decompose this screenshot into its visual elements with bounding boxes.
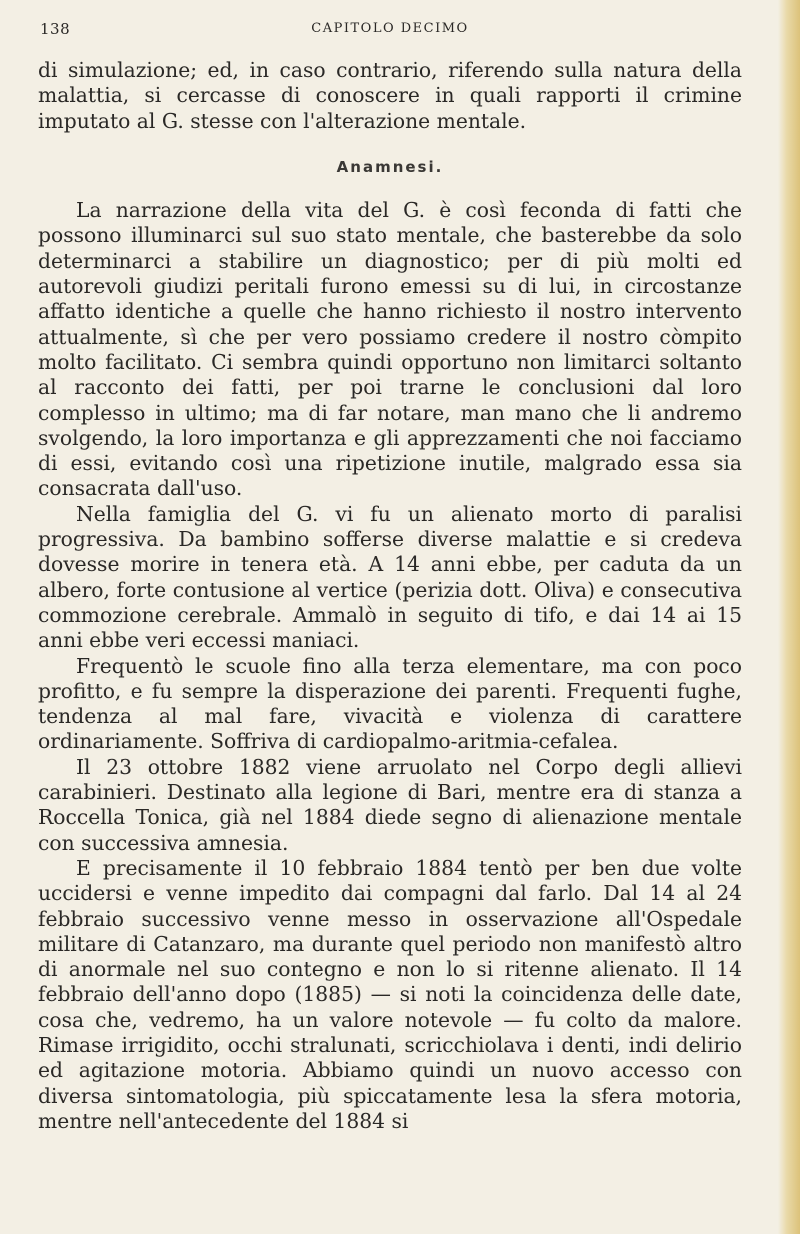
section-title: Anamnesi. (336, 157, 444, 176)
page-edge-shadow (778, 0, 800, 1234)
paragraph: La narrazione della vita del G. è così feconda di fatti che possono illuminarci sul suo stato mentale, che basterebbe da solo determinarci a stabilire un diagnostico; per di più molti ed autorevoli giudizi peritali furono emessi su di lui, in circostanze affatto identiche a quelle che hanno richiesto il nostro intervento attualmente, sì che per vero possiamo credere il nostro còmpito molto facilitato. Ci sembra quindi opportuno non limitarci soltanto al racconto dei fatti, per poi trarne le conclusioni dal loro complesso in ultimo; ma di far notare, man mano che li andremo svolgendo, la loro importanza e gli apprezzamenti che noi facciamo di essi, evitando così una ripetizione inutile, malgrado essa sia consacrata dall'uso. (38, 198, 742, 501)
body-text (38, 58, 742, 1134)
paragraph: Frequentò le scuole fino alla terza elementare, ma con poco profitto, e fu sempre la disperazione dei parenti. Frequenti fughe, tendenza al mal fare, vivacità e violenza di carattere ordinariamente. Soffriva di cardiopalmo-aritmia-cefalea. (38, 653, 742, 754)
paragraph: E precisamente il 10 febbraio 1884 tentò per ben due volte uccidersi e venne impedito dai compagni dal farlo. Dal 14 al 24 febbraio successivo venne messo in osservazione all'Ospedale militare di Catanzaro, ma durante quel periodo non manifestò altro di anormale nel suo contegno e non lo si ritenne alienato. Il 14 febbraio dell'anno dopo (1885) — si noti la coincidenza delle date, cosa che, vedremo, ha un valore notevole — fu colto da malore. Rimase irrigidito, occhi stralunati, scricchiolava i denti, indi delirio ed agitazione motoria. Abbiamo quindi un nuovo accesso con diversa sintomatologia, più spiccatamente lesa la sfera motoria, mentre nell'antecedente del 1884 si (38, 855, 742, 1133)
paragraph: Nella famiglia del G. vi fu un alienato morto di paralisi progressiva. Da bambino sofferse diverse malattie e si credeva dovesse morire in tenera età. A 14 anni ebbe, per caduta da un albero, forte contusione al vertice (perizia dott. Oliva) e consecutiva commozione cerebrale. Ammalò in seguito di tifo, e dai 14 ai 15 anni ebbe veri eccessi maniaci. (38, 501, 742, 653)
page-header (40, 20, 740, 44)
page-number: 138 (40, 20, 71, 38)
paragraph: Il 23 ottobre 1882 viene arruolato nel Corpo degli allievi carabinieri. Destinato alla legione di Bari, mentre era di stanza a Roccella Tonica, già nel 1884 diede segno di alienazione mentale con successiva amnesia. (38, 754, 742, 855)
running-head: CAPITOLO DECIMO (311, 21, 469, 36)
intro-paragraph: di simulazione; ed, in caso contrario, riferendo sulla natura della malattia, si cercasse di conoscere in quali rapporti il crimine imputato al G. stesse con l'alterazione mentale. (38, 58, 742, 133)
